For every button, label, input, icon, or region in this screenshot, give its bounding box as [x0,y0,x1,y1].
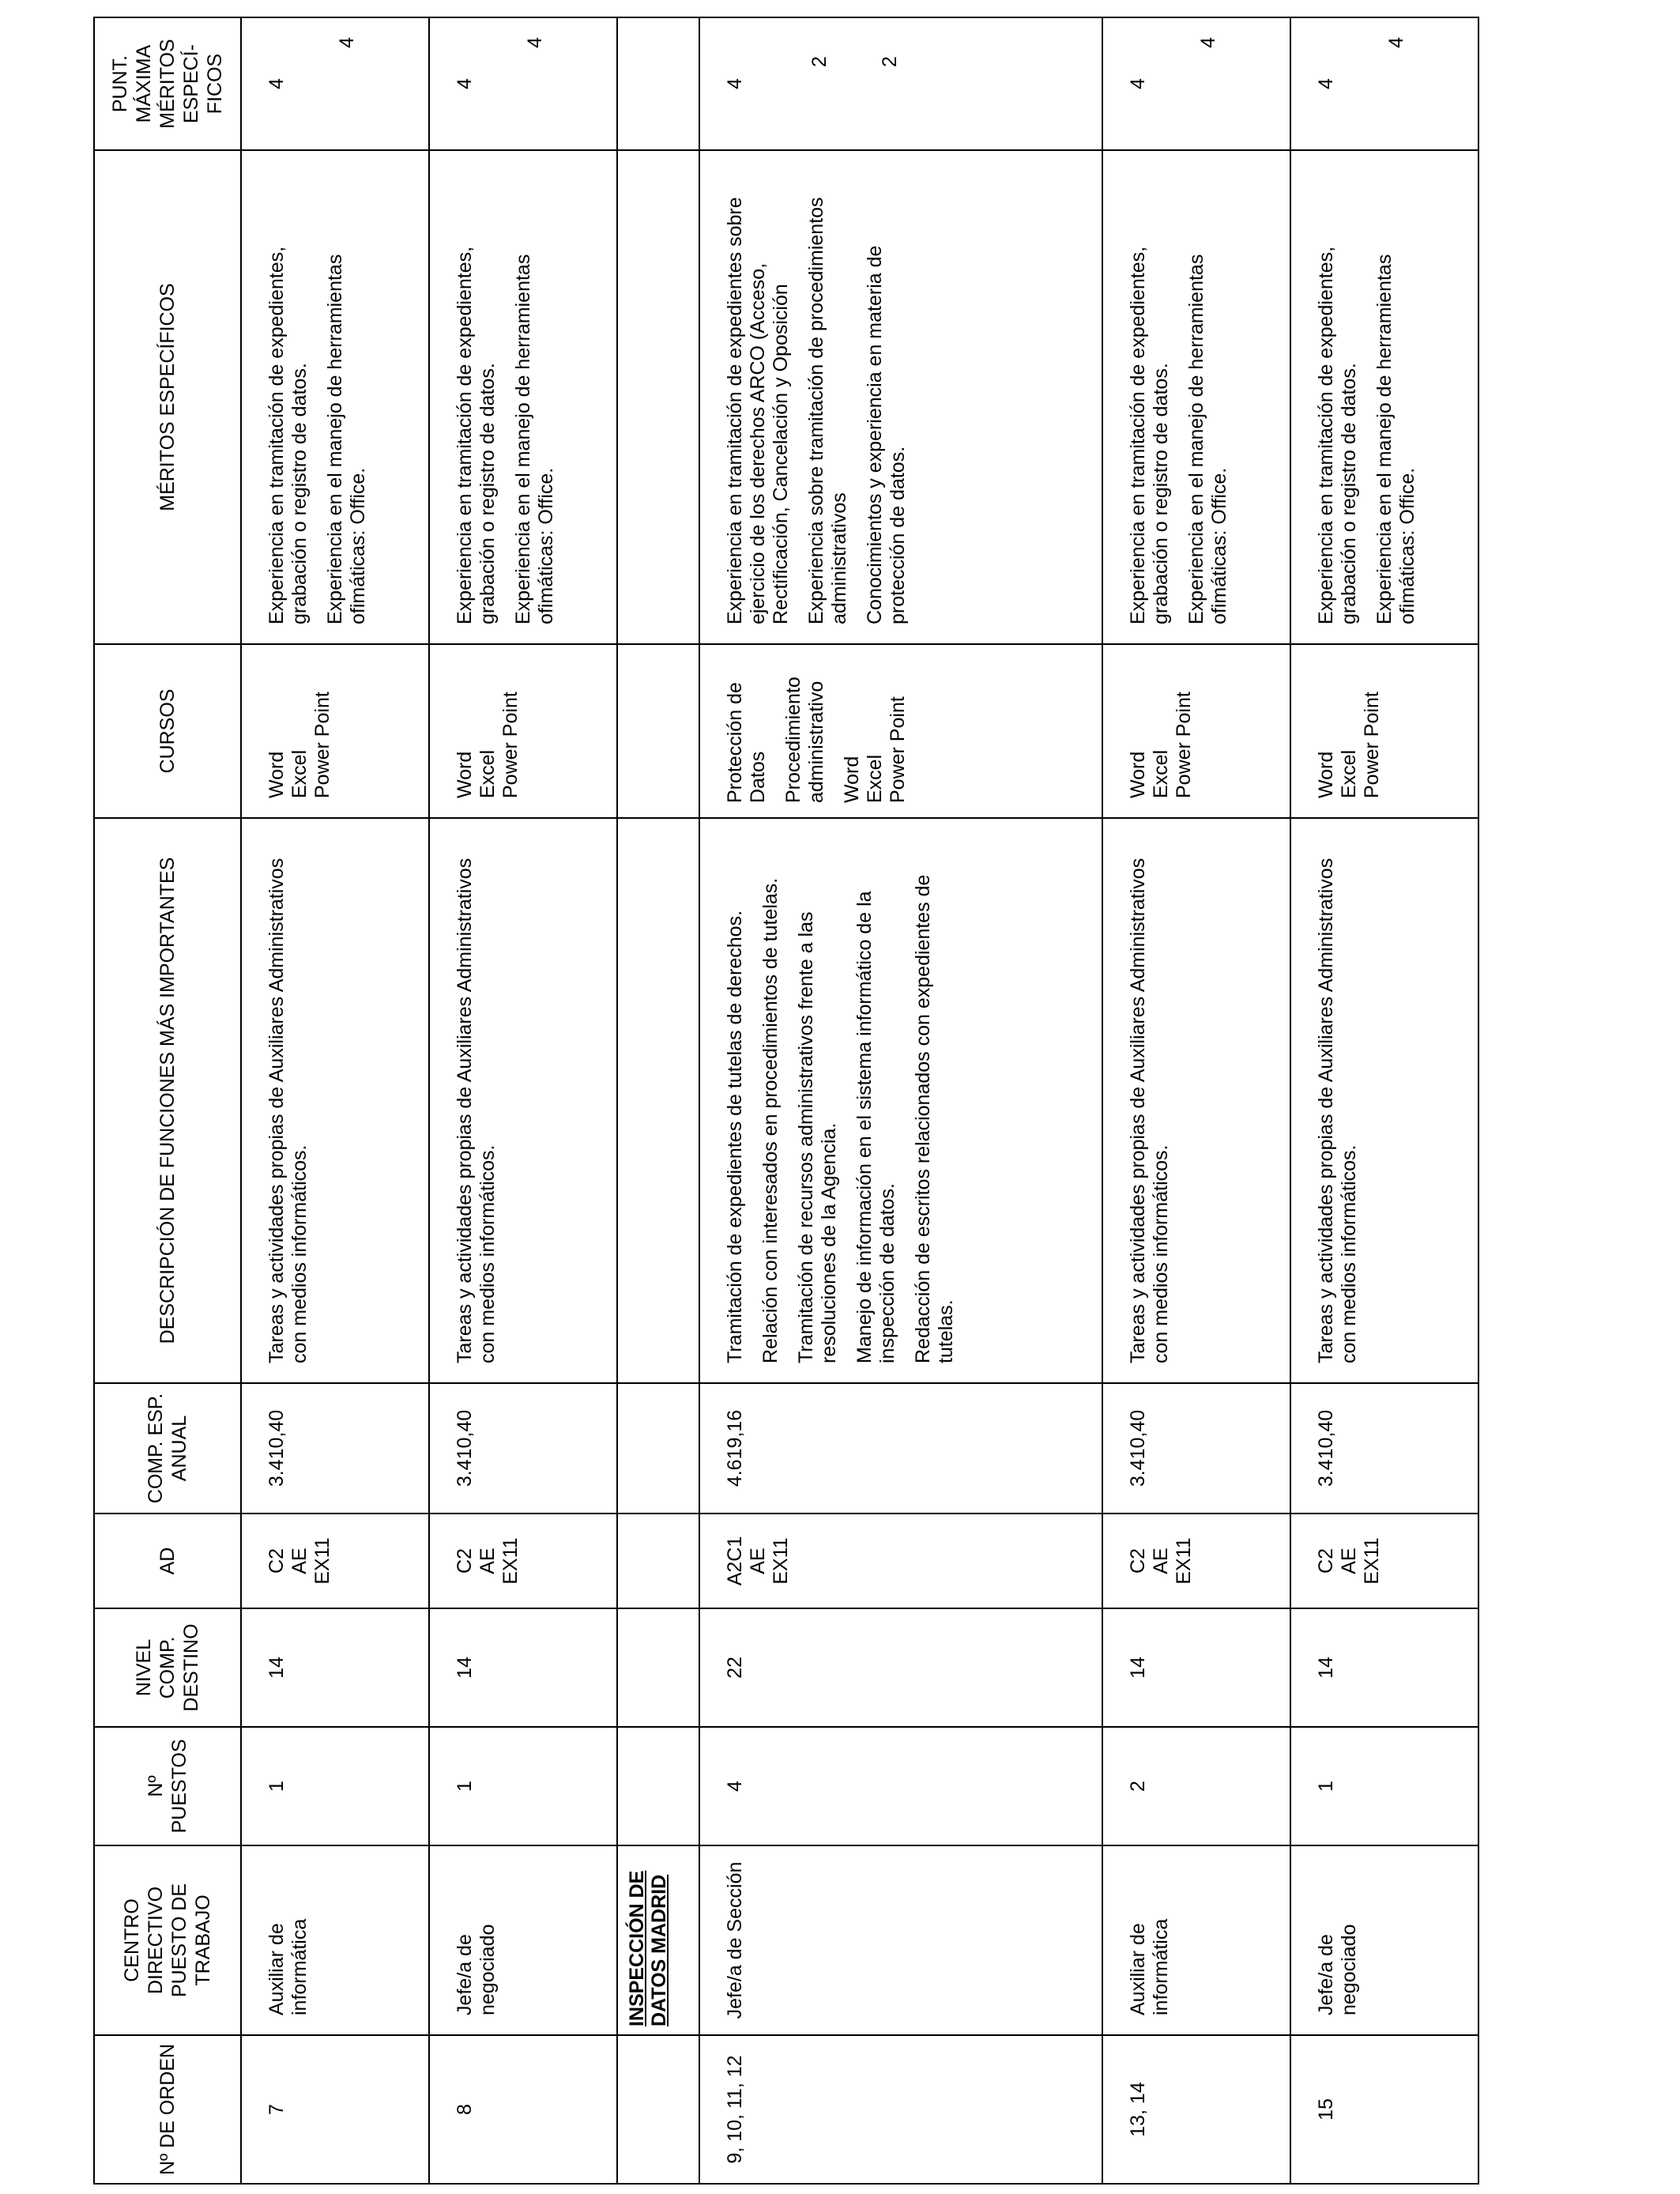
ad-code: AE [1338,1547,1360,1574]
puestos-cell: 1 [241,1727,429,1845]
score: 4 [1385,37,1407,48]
centro-cell: Auxiliar de informática [241,1845,429,2035]
score: 4 [524,37,546,48]
score: 4 [266,78,288,89]
course: Power Point [499,692,522,798]
descripcion-item: Relación con interesados en procedimientos de tutelas. [759,877,782,1363]
meritos-cell [1290,150,1478,644]
score: 4 [336,37,358,48]
centro-cell: Jefe/a de Sección [699,1845,1102,2035]
course: Procedimiento administrativo [782,677,827,803]
header-centro: CENTRO DIRECTIVO PUESTO DE TRABAJO [94,1845,241,2035]
puestos-cell: 4 [699,1727,1102,1845]
ad-code: EX11 [1173,1537,1195,1585]
merito-item: Experiencia sobre tramitación de procedimientos administrativos [805,197,850,624]
descripcion-item: Tareas y actividades propias de Auxiliares Administrativos con medios informáticos. [1127,858,1172,1363]
meritos-cell [1102,150,1290,644]
section-row [617,17,699,2184]
ad-cell [241,1514,429,1608]
course: Word [454,751,476,798]
table-row [699,17,1102,2184]
header-row [94,17,241,2184]
ad-code: EX11 [1361,1537,1383,1585]
ad-code: EX11 [311,1537,333,1585]
descripcion-item: Manejo de información en el sistema informático de la inspección de datos. [853,891,898,1363]
table-row [241,17,429,2184]
merito-item: Experiencia en tramitación de expedientes, grabación o registro de datos. [1127,246,1172,624]
ad-code: C2 [1315,1548,1337,1574]
score: 2 [808,56,831,67]
orden-cell: 8 [429,2035,617,2184]
empty-cell [617,818,699,1383]
ad-code: C2 [1127,1548,1149,1574]
header-puntuacion: PUNT. MÁXIMA MÉRITOS ESPECÍ-FICOS [94,17,241,150]
nivel-cell: 14 [1290,1608,1478,1727]
course: Word [1315,751,1337,798]
descripcion-cell [699,818,1102,1383]
puntuacion-cell [1290,17,1478,150]
course: Word [841,756,863,803]
comp-cell: 4.619,16 [699,1383,1102,1514]
course: Power Point [887,696,909,803]
course: Word [266,751,288,798]
empty-cell [617,1514,699,1608]
puestos-cell: 1 [429,1727,617,1845]
descripcion-item: Tareas y actividades propias de Auxiliares Administrativos con medios informáticos. [266,858,311,1363]
course: Power Point [311,692,333,798]
merito-item: Experiencia en tramitación de expedientes sobre ejercicio de los derechos ARCO (Acceso, Rectificación, Cancelación y Oposición [724,197,792,624]
puntuacion-cell [429,17,617,150]
puestos-cell: 1 [1290,1727,1478,1845]
centro-cell: Jefe/a de negociado [1290,1845,1478,2035]
merito-item: Experiencia en tramitación de expedientes, grabación o registro de datos. [266,246,311,624]
score: 4 [1315,78,1337,89]
merito-item: Experiencia en el manejo de herramientas ofimáticas: Office. [1373,254,1418,624]
header-meritos: MÉRITOS ESPECÍFICOS [94,150,241,644]
ad-code: AE [747,1547,769,1574]
merito-item: Experiencia en el manejo de herramientas ofimáticas: Office. [512,254,557,624]
cursos-cell [241,644,429,818]
header-orden: Nº DE ORDEN [94,2035,241,2184]
header-comp: COMP. ESP. ANUAL [94,1383,241,1514]
table-row [1290,17,1478,2184]
header-descripcion: DESCRIPCIÓN DE FUNCIONES MÁS IMPORTANTES [94,818,241,1383]
course: Excel [1338,749,1360,798]
comp-cell: 3.410,40 [1102,1383,1290,1514]
orden-cell: 15 [1290,2035,1478,2184]
course-group [1315,661,1384,798]
course: Power Point [1361,692,1383,798]
empty-cell [617,2035,699,2184]
course-group [454,661,522,798]
empty-cell [617,1608,699,1727]
meritos-cell [699,150,1102,644]
ad-code: EX11 [499,1537,522,1585]
cursos-cell [429,644,617,818]
score: 2 [879,56,901,67]
descripcion-item: Tareas y actividades propias de Auxiliares Administrativos con medios informáticos. [454,858,499,1363]
empty-cell [617,1383,699,1514]
cursos-cell [1290,644,1478,818]
centro-cell: Auxiliar de informática [1102,1845,1290,2035]
nivel-cell: 14 [429,1608,617,1727]
nivel-cell: 14 [241,1608,429,1727]
ad-cell [1290,1514,1478,1608]
header-ad: AD [94,1514,241,1608]
empty-cell [617,17,699,150]
course-group [841,650,910,803]
merito-item: Experiencia en tramitación de expedientes, grabación o registro de datos. [1315,246,1360,624]
ad-code: C2 [454,1548,476,1574]
meritos-cell [241,150,429,644]
cursos-cell [1102,644,1290,818]
score: 4 [454,78,476,89]
course-group [1127,661,1196,798]
ad-code: AE [288,1547,311,1574]
descripcion-cell [241,818,429,1383]
ad-code: AE [1150,1547,1172,1574]
centro-cell: Jefe/a de negociado [429,1845,617,2035]
puntuacion-cell [1102,17,1290,150]
job-positions-table [93,17,1479,2185]
descripcion-item: Tareas y actividades propias de Auxiliares Administrativos con medios informáticos. [1315,858,1360,1363]
nivel-cell: 14 [1102,1608,1290,1727]
puntuacion-cell [241,17,429,150]
course: Excel [477,749,499,798]
merito-item: Experiencia en tramitación de expedientes, grabación o registro de datos. [454,246,499,624]
nivel-cell: 22 [699,1608,1102,1727]
course: Protección de Datos [724,682,769,803]
descripcion-item: Tramitación de expedientes de tutelas de derechos. [724,910,746,1363]
empty-cell [617,1727,699,1845]
empty-cell [617,644,699,818]
header-puestos: Nº PUESTOS [94,1727,241,1845]
descripcion-item: Tramitación de recursos administrativos frente a las resoluciones de la Agencia. [795,911,840,1363]
ad-cell [429,1514,617,1608]
descripcion-cell [1290,818,1478,1383]
table-row [429,17,617,2184]
comp-cell: 3.410,40 [241,1383,429,1514]
score: 4 [1127,78,1149,89]
section-title: INSPECCIÓN DE DATOS MADRID [617,1845,699,2035]
orden-cell: 13, 14 [1102,2035,1290,2184]
ad-code: C2 [266,1548,288,1574]
merito-item: Experiencia en el manejo de herramientas ofimáticas: Office. [1185,254,1230,624]
orden-cell: 7 [241,2035,429,2184]
score: 4 [724,78,746,89]
header-nivel: NIVEL COMP. DESTINO [94,1608,241,1727]
puestos-cell: 2 [1102,1727,1290,1845]
header-cursos: CURSOS [94,644,241,818]
course: Excel [288,749,311,798]
course: Excel [1150,749,1172,798]
comp-cell: 3.410,40 [1290,1383,1478,1514]
merito-item: Conocimientos y experiencia en materia de protección de datos. [864,245,909,624]
ad-cell [699,1514,1102,1608]
comp-cell: 3.410,40 [429,1383,617,1514]
course: Excel [864,754,886,803]
course: Power Point [1173,692,1195,798]
course: Word [1127,751,1149,798]
ad-code: EX11 [770,1537,792,1585]
orden-cell: 9, 10, 11, 12 [699,2035,1102,2184]
ad-cell [1102,1514,1290,1608]
descripcion-cell [1102,818,1290,1383]
table-row [1102,17,1290,2184]
course-group [266,661,334,798]
ad-code: AE [477,1547,499,1574]
empty-cell [617,150,699,644]
cursos-cell [699,644,1102,818]
ad-code: A2C1 [724,1536,746,1586]
puntuacion-cell [699,17,1102,150]
descripcion-item: Redacción de escritos relacionados con expedientes de tutelas. [912,874,957,1363]
meritos-cell [429,150,617,644]
descripcion-cell [429,818,617,1383]
score: 4 [1197,37,1219,48]
merito-item: Experiencia en el manejo de herramientas ofimáticas: Office. [324,254,369,624]
